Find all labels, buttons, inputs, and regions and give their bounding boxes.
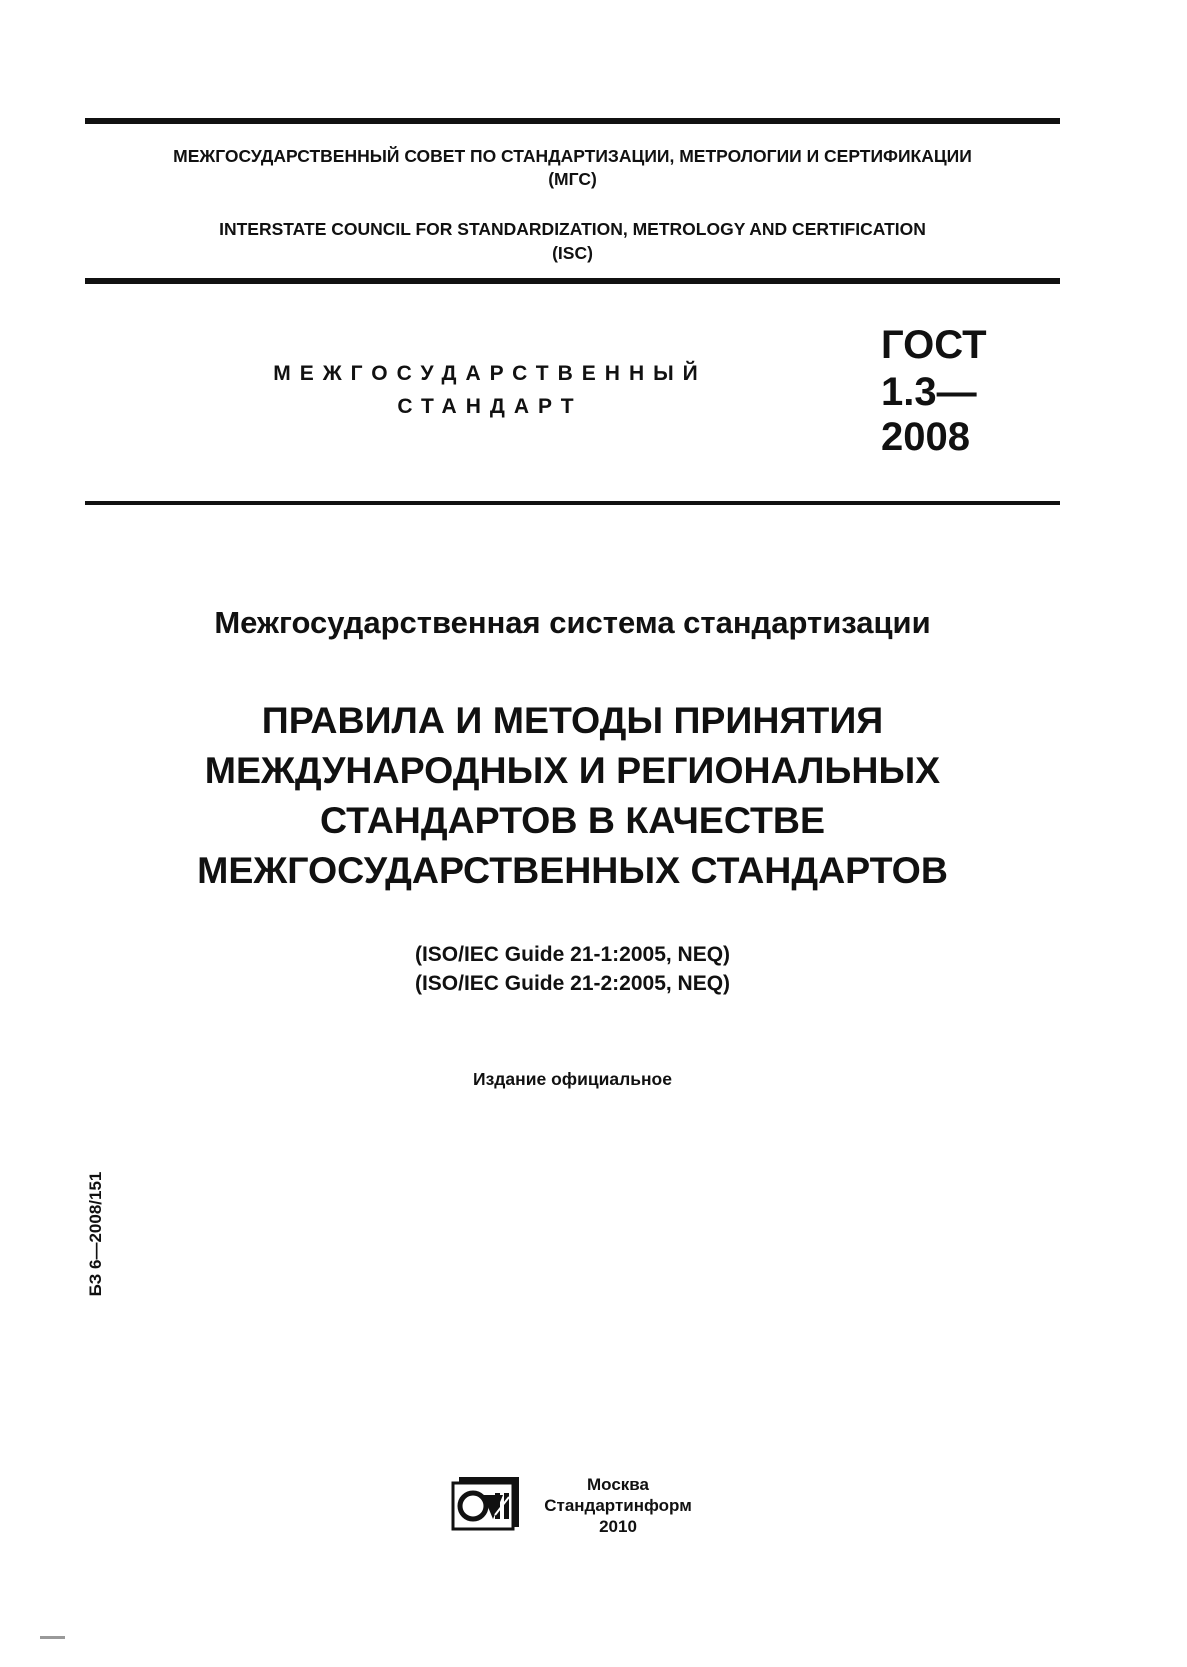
reference-2: (ISO/IEC Guide 21-2:2005, NEQ)	[414, 972, 731, 995]
gost-designation-line3: 2008	[881, 415, 970, 459]
top-rule	[85, 118, 1060, 124]
council-ru-line2: (МГС)	[548, 169, 597, 189]
document-title-line1: ПРАВИЛА И МЕТОДЫ ПРИНЯТИЯ	[261, 699, 884, 741]
standard-type-line2: СТАНДАРТ	[397, 395, 583, 418]
mid-rule	[85, 501, 1060, 505]
document-subtitle: Межгосударственная система стандартизации	[214, 605, 931, 640]
publisher-year: 2010	[599, 1517, 637, 1536]
reference-1: (ISO/IEC Guide 21-1:2005, NEQ)	[414, 943, 731, 966]
edition-label: Издание официальное	[473, 1069, 672, 1089]
council-ru-line1: МЕЖГОСУДАРСТВЕННЫЙ СОВЕТ ПО СТАНДАРТИЗАЦИИ, МЕТРОЛОГИИ И СЕРТИФИКАЦИИ	[173, 146, 972, 166]
council-en-line1: INTERSTATE COUNCIL FOR STANDARDIZATION, METROLOGY AND CERTIFICATION	[219, 219, 926, 239]
standartinform-logo	[451, 1475, 523, 1531]
scan-mark	[40, 1636, 65, 1639]
document-title-line4: МЕЖГОСУДАРСТВЕННЫХ СТАНДАРТОВ	[197, 849, 948, 891]
header-bottom-rule	[85, 278, 1060, 284]
council-en-line2: (ISC)	[552, 243, 593, 263]
standard-type-line1: МЕЖГОСУДАРСТВЕННЫЙ	[273, 362, 707, 385]
document-title-line2: МЕЖДУНАРОДНЫХ И РЕГИОНАЛЬНЫХ	[204, 749, 941, 791]
document-title-line3: СТАНДАРТОВ В КАЧЕСТВЕ	[320, 799, 825, 841]
publisher-name: Стандартинформ	[544, 1496, 692, 1515]
logo-graphic	[451, 1475, 523, 1531]
side-code: БЗ 6—2008/151	[86, 1171, 105, 1297]
publisher-city: Москва	[587, 1475, 649, 1494]
gost-designation-line1: ГОСТ	[881, 323, 987, 367]
gost-designation-line2: 1.3—	[881, 370, 977, 414]
